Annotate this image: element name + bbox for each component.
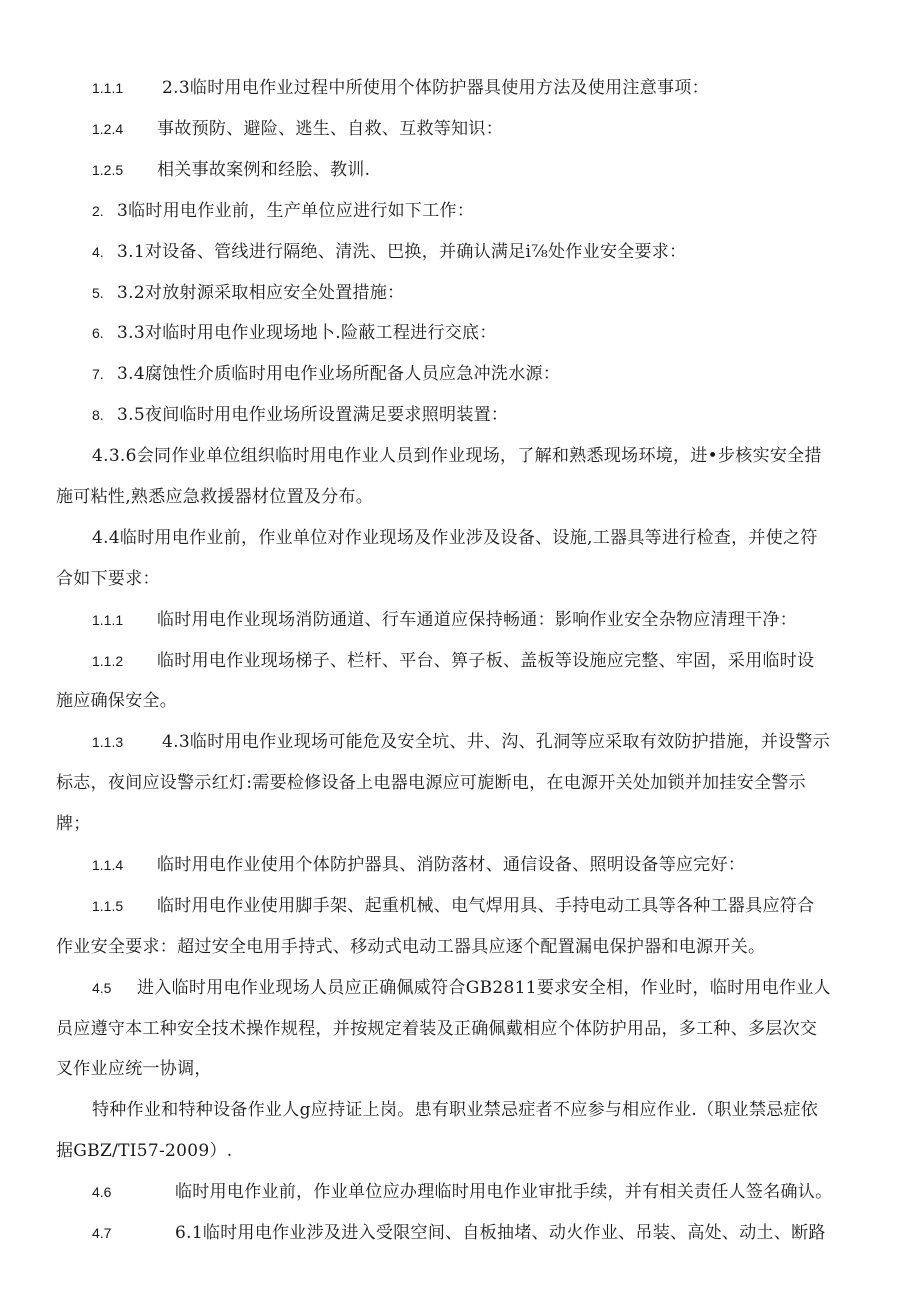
paragraph-text: 叉作业应统一协调，: [56, 1059, 212, 1079]
item-text: 4.3临时用电作业现场可能危及安全坑、井、沟、孔洞等应采取有效防护措施，并设警示: [162, 732, 831, 752]
paragraph-text: 4.3.6会同作业单位组织临时用电作业人员到作业现场，了解和熟悉现场环境，进•步核实安全措: [92, 446, 822, 466]
paragraph-line: [0, 932, 920, 962]
list-item: [0, 196, 920, 226]
paragraph-line: [0, 1136, 920, 1166]
list-item: [0, 73, 920, 103]
item-text: 6.1临时用电作业涉及进入受限空间、自板抽堵、动火作业、吊装、高处、动土、断路: [175, 1223, 826, 1243]
list-item: [0, 318, 920, 348]
paragraph-text: 牌；: [56, 814, 91, 834]
paragraph-text: 施应确保安全。: [56, 691, 178, 711]
item-text: 临时用电作业使用个体防护器具、消防落材、通信设备、照明设备等应完好：: [157, 855, 746, 875]
list-item: [0, 359, 920, 389]
item-text: 3临时用电作业前，生产单位应进行如下工作：: [117, 201, 475, 221]
paragraph-line: [0, 686, 920, 716]
item-text: 临时用电作业现场梯子、栏杆、平台、箅子板、盖板等设施应完整、牢固，采用临时设: [157, 651, 815, 671]
list-item: [0, 646, 920, 676]
paragraph-line: [0, 482, 920, 512]
item-number: 4.5: [92, 980, 112, 996]
paragraph-text: 4.4临时用电作业前，作业单位对作业现场及作业涉及设备、设施,工器具等进行检查，并使之符: [92, 528, 818, 548]
paragraph-text: 据GBZ/TI57-2009）.: [56, 1141, 233, 1161]
item-number: 7.: [92, 366, 104, 382]
item-text: 3.2对放射源采取相应安全处置措施：: [117, 283, 405, 303]
item-number: 8.: [92, 407, 104, 423]
list-item: [0, 114, 920, 144]
item-number: 1.1.1: [92, 80, 124, 96]
list-item: [0, 727, 920, 757]
item-number: 4.: [92, 244, 104, 260]
item-number: 1.2.5: [92, 162, 124, 178]
paragraph-line: [0, 809, 920, 839]
paragraph-text: 施可粘性,熟悉应急救援器材位置及分布。: [56, 487, 374, 507]
list-item: [0, 237, 920, 267]
item-text: 临时用电作业使用脚手架、起重机械、电气焊用具、手持电动工具等各种工器具应符合: [157, 896, 815, 916]
item-text: 事故预防、避险、逃生、自救、互救等知识：: [157, 119, 503, 139]
paragraph-text: 标志，夜间应设警示红灯:需要检修设备上电器电源应可旎断电，在电源开关处加锁并加挂安全警示: [56, 773, 806, 793]
item-text: 3.1对设备、管线进行隔绝、清洗、巴换，并确认满足i⅞处作业安全要求：: [117, 242, 687, 262]
item-text: 3.5夜间临时用电作业场所设置满足要求照明装置：: [117, 405, 509, 425]
item-number: 1.1.5: [92, 898, 124, 914]
item-text: 3.4腐蚀性介质临时用电作业场所配备人员应急冲洗水源：: [117, 364, 561, 384]
list-item: [0, 1218, 920, 1248]
item-number: 1.1.3: [92, 734, 124, 750]
item-number: 1.1.4: [92, 857, 124, 873]
list-item: [0, 891, 920, 921]
paragraph-line: [0, 441, 920, 471]
item-text: 进入临时用电作业现场人员应正确佩威符合GB2811要求安全相，作业时，临时用电作业人: [137, 978, 831, 998]
item-text: 3.3对临时用电作业现场地卜.险蔽工程进行交底：: [117, 323, 497, 343]
list-item: [0, 973, 920, 1003]
list-item: [0, 850, 920, 880]
item-number: 1.1.2: [92, 653, 124, 669]
paragraph-line: [0, 523, 920, 553]
list-item: [0, 278, 920, 308]
item-number: 1.2.4: [92, 121, 124, 137]
item-text: 临时用电作业现场消防通道、行车通道应保持畅通：影响作业安全杂物应清理干净：: [157, 610, 798, 630]
paragraph-line: [0, 1014, 920, 1044]
paragraph-text: 作业安全要求：超过安全电用手持式、移动式电动工器具应逐个配置漏电保护器和电源开关。: [56, 937, 766, 957]
paragraph-line: [0, 564, 920, 594]
item-text: 相关事故案例和经脍、教训.: [157, 160, 371, 180]
item-number: 5.: [92, 285, 104, 301]
list-item: [0, 1177, 920, 1207]
paragraph-line: [0, 768, 920, 798]
item-number: 6.: [92, 325, 104, 341]
item-number: 4.7: [92, 1225, 112, 1241]
paragraph-text: 合如下要求：: [56, 569, 160, 589]
item-number: 1.1.1: [92, 612, 124, 628]
paragraph-line: [0, 1095, 920, 1125]
item-number: 4.6: [92, 1184, 112, 1200]
paragraph-text: 特种作业和特种设备作业人g应持证上岗。患有职业禁忌症者不应参与相应作业.（职业禁忌症依: [92, 1100, 819, 1120]
item-text: 临时用电作业前，作业单位应办理临时用电作业审批手续，并有相关责任人签名确认。: [175, 1182, 833, 1202]
list-item: [0, 400, 920, 430]
paragraph-line: [0, 1054, 920, 1084]
paragraph-text: 员应遵守本工种安全技术操作规程，并按规定着装及正确佩戴相应个体防护用品，多工种、多层次交: [56, 1019, 818, 1039]
list-item: [0, 605, 920, 635]
list-item: [0, 155, 920, 185]
item-text: 2.3临时用电作业过程中所使用个体防护器具使用方法及使用注意事项：: [162, 78, 709, 98]
item-number: 2.: [92, 203, 104, 219]
